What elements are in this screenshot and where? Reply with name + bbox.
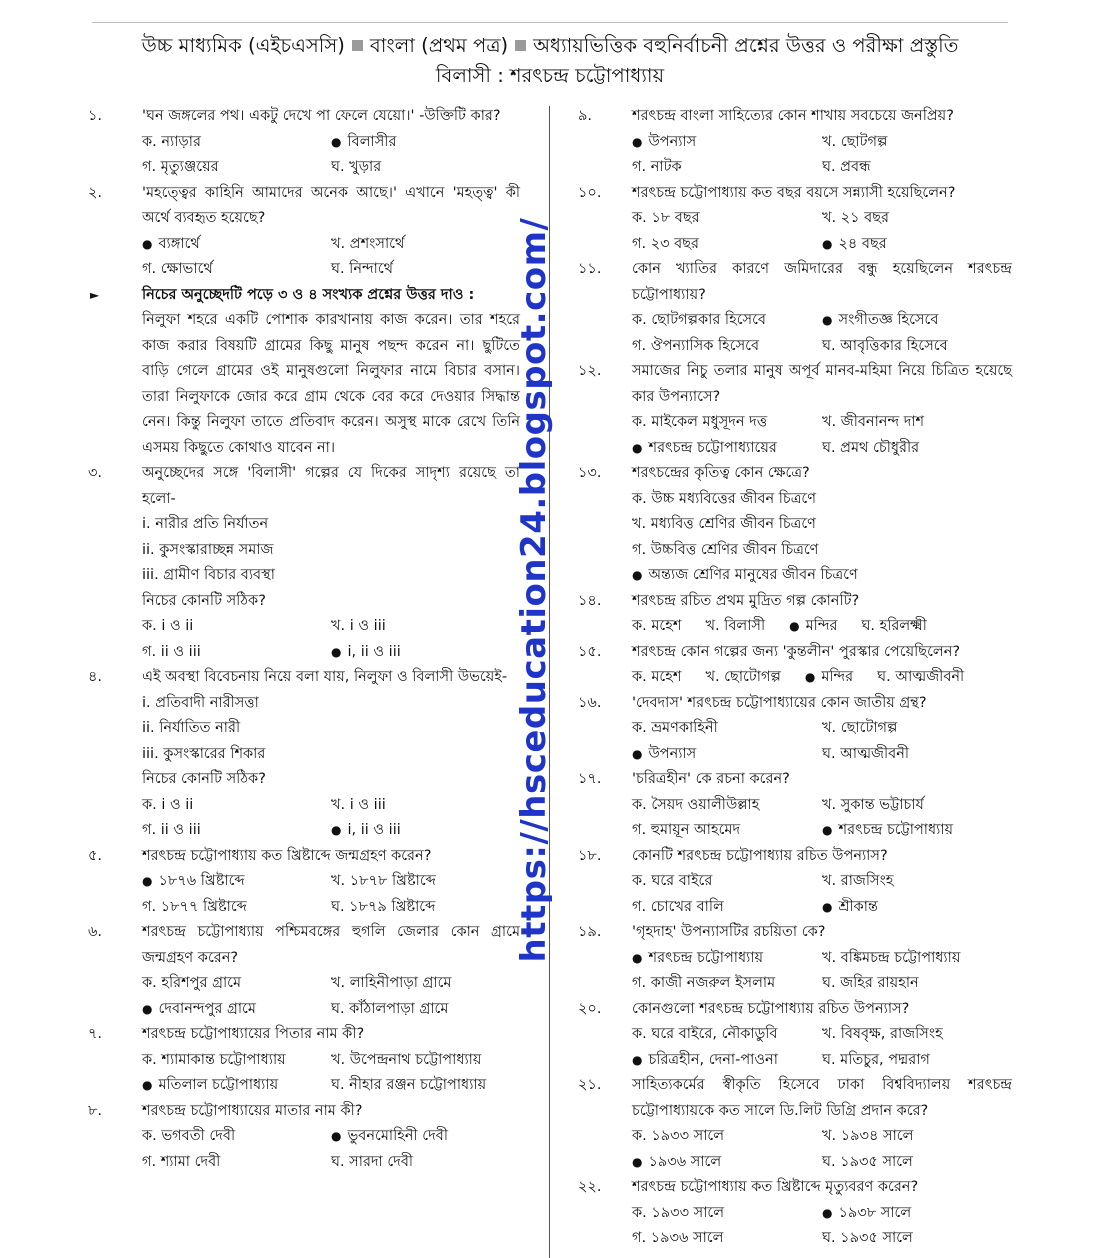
option: ঘ. ১৯৩৫ সালে — [822, 1153, 913, 1170]
question-13 — [578, 461, 1012, 589]
options — [632, 130, 1012, 181]
option: খ. ছোটোগল্প — [705, 669, 781, 685]
option: ক. উচ্চ মধ্যবিত্তের জীবন চিত্রণে — [632, 490, 816, 507]
options — [632, 410, 1012, 461]
option: খ. উপেন্দ্রনাথ চট্টোপাধ্যায় — [331, 1051, 482, 1068]
question-text: 'চরিত্রহীন' কে রচনা করেন? — [632, 771, 790, 787]
option: ঘ. সারদা দেবী — [331, 1153, 414, 1170]
correct-option: ● মন্দির — [805, 665, 853, 691]
left-column — [88, 104, 520, 1175]
option: গ. হুমায়ূন আহমেদ — [632, 822, 741, 838]
question-number: ৮. — [88, 1102, 103, 1119]
options — [632, 308, 1012, 359]
option: খ. ছোটগল্প — [822, 133, 888, 150]
question-number: ৪. — [88, 669, 103, 685]
statement: i. নারীর প্রতি নির্যাতন — [142, 516, 269, 532]
correct-option: ● উপন্যাস — [632, 130, 822, 156]
question-text: 'গৃহদাহ' উপন্যাসটির রচয়িতা কে? — [632, 924, 826, 940]
options — [142, 1048, 520, 1099]
correct-option: ● শরৎচন্দ্র চট্টোপাধ্যায় — [632, 946, 822, 972]
question-text: 'মহত্ত্বের কাহিনি আমাদের অনেক আছে।' এখানে 'মহত্ত্ব' কী অর্থে ব্যবহৃত হয়েছে? — [142, 184, 520, 226]
correct-option: ● দেবানন্দপুর গ্রামে — [142, 997, 331, 1023]
option: ঘ. জহির রায়হান — [822, 975, 919, 991]
option: খ. লাহিনীপাড়া গ্রামে — [331, 975, 452, 991]
option: খ. i ও iii — [331, 618, 386, 634]
question-text: শরৎচন্দ্র চট্টোপাধ্যায় কত খ্রিষ্টাব্দে মৃত্যুবরণ করেন? — [632, 1179, 919, 1195]
option: গ. চোখের বালি — [632, 898, 724, 915]
question-number: ২১. — [578, 1077, 602, 1093]
question-text: কোনটি শরৎচন্দ্র চট্টোপাধ্যায় রচিত উপন্যাস? — [632, 847, 888, 864]
option: গ. ii ও iii — [142, 822, 201, 838]
question-text: শরৎচন্দ্র চট্টোপাধ্যায়ের পিতার নাম কী? — [142, 1026, 365, 1042]
options — [632, 665, 1012, 691]
question-number: ১৩. — [578, 465, 602, 481]
question-number: ২০. — [578, 1000, 602, 1017]
question-16 — [578, 691, 1012, 768]
options — [632, 614, 1012, 640]
question-15 — [578, 640, 1012, 691]
question-22 — [578, 1175, 1012, 1252]
column-divider — [549, 106, 550, 1258]
option: খ. মধ্যবিত্ত শ্রেণির জীবন চিত্রণে — [632, 516, 816, 532]
option: গ. নাটক — [632, 159, 682, 175]
option: ক. ঘরে বাইরে, নৌকাডুবি — [632, 1026, 778, 1042]
option: ক. মাইকেল মধুসূদন দত্ত — [632, 414, 768, 430]
option: খ. জীবনানন্দ দাশ — [822, 414, 925, 430]
question-text: শরৎচন্দ্র চট্টোপাধ্যায় কত বছর বয়সে সন্ন্যাসী হয়েছিলেন? — [632, 184, 956, 201]
question-9 — [578, 104, 1012, 181]
options — [142, 614, 520, 665]
question-18 — [578, 844, 1012, 921]
option: ঘ. ১৯৩৫ সালে — [822, 1230, 913, 1246]
options — [632, 793, 1012, 844]
header-level: উচ্চ মাধ্যমিক (এইচএসসি) — [141, 34, 345, 57]
option: ক. শ্যামাকান্ত চট্টোপাধ্যায় — [142, 1051, 286, 1068]
correct-option: ● ব্যঙ্গার্থে — [142, 232, 331, 258]
question-21 — [578, 1073, 1012, 1175]
options — [142, 971, 520, 1022]
option: ঘ. হরিলক্ষ্মী — [861, 618, 927, 634]
question-text: শরৎচন্দ্র চট্টোপাধ্যায় পশ্চিমবঙ্গের হুগলি জেলার কোন গ্রামে জন্মগ্রহণ করেন? — [142, 924, 520, 966]
question-7 — [88, 1022, 520, 1099]
option: গ. ১৯৩৬ সালে — [632, 1230, 724, 1246]
question-number: ১৯. — [578, 924, 602, 940]
correct-option: ● ২৪ বছর — [822, 232, 1012, 258]
option: ক. i ও ii — [142, 796, 194, 813]
option: ক. ১৮ বছর — [632, 210, 700, 226]
question-text: শরৎচন্দ্র চট্টোপাধ্যায়ের মাতার নাম কী? — [142, 1102, 363, 1119]
options — [632, 1201, 1012, 1252]
option: ঘ. আবৃত্তিকার হিসেবে — [822, 337, 948, 354]
option: খ. ১৮৭৮ খ্রিষ্টাব্দে — [331, 873, 436, 889]
question-text: এই অবস্থা বিবেচনায় নিয়ে বলা যায়, নিলুফা ও বিলাসী উভয়েই- — [142, 669, 508, 685]
correct-option: ● ভুবনমোহিনী দেবী — [331, 1124, 520, 1150]
option: গ. উচ্চবিত্ত শ্রেণির জীবন চিত্রণে — [632, 541, 819, 558]
question-number: ১১. — [578, 261, 602, 277]
question-text: 'ঘন জঙ্গলের পথ। একটু দেখে পা ফেলে যেয়ো।' -উক্তিটি কার? — [142, 108, 501, 124]
arrow-right-icon: ► — [90, 287, 100, 302]
option: ঘ. আত্মজীবনী — [822, 745, 910, 762]
question-text: অনুচ্ছেদের সঙ্গে 'বিলাসী' গল্পের যে দিকের সাদৃশ্য রয়েছে তা হলো- — [142, 465, 520, 507]
option: ক. মহেশ — [632, 669, 682, 685]
option: ক. মহেশ — [632, 618, 682, 634]
passage-instruction: নিচের অনুচ্ছেদটি পড়ে ৩ ও ৪ সংখ্যক প্রশ্নের উত্তর দাও : — [142, 286, 475, 303]
question-text: সমাজের নিচু তলার মানুষ অপূর্ব মানব-মহিমা নিয়ে চিত্রিত হয়েছে কার উপন্যাসে? — [632, 363, 1012, 405]
options — [142, 869, 520, 920]
option: গ. ১৮৭৭ খ্রিষ্টাব্দে — [142, 898, 247, 915]
question-3 — [88, 461, 520, 665]
question-number: ১২. — [578, 363, 602, 379]
option: ক. ১৯৩৩ সালে — [632, 1128, 725, 1144]
square-separator-icon — [515, 40, 526, 51]
question-number: ৩. — [88, 465, 103, 481]
option: ঘ. খুড়ার — [331, 159, 382, 175]
question-14 — [578, 589, 1012, 640]
header-topic: অধ্যায়ভিত্তিক বহুনির্বাচনী প্রশ্নের উত্তর ও পরীক্ষা প্রস্তুতি — [533, 34, 959, 57]
correct-option: ● শরৎচন্দ্র চট্টোপাধ্যায়ের — [632, 436, 822, 462]
option: খ. ছোটোগল্প — [822, 720, 898, 736]
correct-option: ● i, ii ও iii — [331, 818, 520, 844]
correct-option: ● ১৯৩৮ সালে — [822, 1201, 1012, 1227]
statement: iii. কুসংস্কারের শিকার — [142, 745, 266, 762]
option: খ. বিলাসী — [705, 618, 766, 634]
statement: ii. কুসংস্কারাচ্ছন্ন সমাজ — [142, 541, 274, 558]
option: ঘ. প্রমথ চৌধুরীর — [822, 439, 920, 456]
option: খ. ২১ বছর — [822, 210, 890, 226]
option: খ. ১৯৩৪ সালে — [822, 1128, 914, 1144]
options — [632, 946, 1012, 997]
option: গ. ঔপন্যাসিক হিসেবে — [632, 337, 760, 354]
header-line-1 — [60, 32, 1040, 60]
question-17 — [578, 767, 1012, 844]
square-separator-icon — [352, 40, 363, 51]
right-column — [578, 104, 1012, 1252]
option: ঘ. আত্মজীবনী — [877, 669, 965, 685]
question-12 — [578, 359, 1012, 461]
page-header — [60, 32, 1040, 90]
question-20 — [578, 997, 1012, 1074]
question-number: ২২. — [578, 1179, 602, 1195]
options — [632, 206, 1012, 257]
options — [142, 793, 520, 844]
option: ঘ. ১৮৭৯ খ্রিষ্টাব্দে — [331, 898, 436, 915]
question-text: কোন খ্যাতির কারণে জমিদারের বন্ধু হয়েছিলেন শরৎচন্দ্র চট্টোপাধ্যায়? — [632, 261, 1012, 303]
option: ক. i ও ii — [142, 618, 194, 634]
option: খ. সুকান্ত ভট্টাচার্য — [822, 796, 924, 813]
correct-option: ● ১৯৩৬ সালে — [632, 1150, 822, 1176]
correct-option: ● শরৎচন্দ্র চট্টোপাধ্যায় — [822, 818, 1012, 844]
question-11 — [578, 257, 1012, 359]
question-number: ৭. — [88, 1026, 103, 1042]
question-number: ১. — [88, 108, 103, 124]
question-number: ৬. — [88, 924, 103, 940]
options — [632, 716, 1012, 767]
option: গ. কাজী নজরুল ইসলাম — [632, 975, 776, 991]
option: ঘ. কাঁঠালপাড়া গ্রামে — [331, 1000, 449, 1017]
question-number: ১৮. — [578, 847, 602, 864]
options — [632, 869, 1012, 920]
statement: i. প্রতিবাদী নারীসত্তা — [142, 694, 259, 711]
question-number: ১৪. — [578, 592, 602, 609]
watermark-url: https://hsceducation24.blogspot.com/ — [514, 217, 554, 963]
option: ক. ছোটগল্পকার হিসেবে — [632, 312, 766, 328]
question-text: শরৎচন্দ্র কোন গল্পের জন্য 'কুন্তলীন' পুরস্কার পেয়েছিলেন? — [632, 643, 961, 660]
question-text: সাহিত্যকর্মের স্বীকৃতি হিসেবে ঢাকা বিশ্ববিদ্যালয় শরৎচন্দ্র চট্টোপাধ্যায়কে কত সালে ডি.লিট ডিগ্রি প্রদান করে? — [632, 1077, 1012, 1119]
option: ঘ. নীহার রঞ্জন চট্টোপাধ্যায় — [331, 1077, 487, 1093]
correct-option: ● i, ii ও iii — [331, 640, 520, 666]
question-ask: নিচের কোনটি সঠিক? — [142, 771, 266, 787]
question-5 — [88, 844, 520, 921]
statement: iii. গ্রামীণ বিচার ব্যবস্থা — [142, 567, 275, 583]
option: ক. সৈয়দ ওয়ালীউল্লাহ — [632, 796, 760, 813]
option: গ. মৃত্যুঞ্জয়ের — [142, 159, 219, 175]
question-4 — [88, 665, 520, 844]
question-2 — [88, 181, 520, 283]
options — [632, 1124, 1012, 1175]
option: ক. ১৯৩৩ সালে — [632, 1204, 725, 1221]
options — [142, 130, 520, 181]
question-6 — [88, 920, 520, 1022]
question-text: শরৎচন্দ্র রচিত প্রথম মুদ্রিত গল্প কোনটি? — [632, 592, 860, 609]
correct-option: ● মতিলাল চট্টোপাধ্যায় — [142, 1073, 331, 1099]
options — [142, 1124, 520, 1175]
option: ঘ. প্রবন্ধ — [822, 159, 871, 175]
question-number: ১০. — [578, 184, 602, 201]
options — [142, 232, 520, 283]
question-text: কোনগুলো শরৎচন্দ্র চট্টোপাধ্যায় রচিত উপন্যাস? — [632, 1000, 910, 1017]
chapter-title: বিলাসী : শরৎচন্দ্র চট্টোপাধ্যায় — [435, 64, 665, 87]
question-number: ৫. — [88, 847, 103, 864]
correct-option: ● অন্ত্যজ শ্রেণির মানুষের জীবন চিত্রণে — [632, 563, 1012, 589]
header-subject: বাংলা (প্রথম পত্র) — [369, 34, 509, 57]
correct-option: ● বিলাসীর — [331, 130, 520, 156]
option: ঘ. মতিচুর, পদ্মরাগ — [822, 1051, 930, 1068]
option: ঘ. নিন্দার্থে — [331, 261, 394, 277]
options — [632, 1022, 1012, 1073]
option: গ. ক্ষোভার্থে — [142, 261, 213, 277]
correct-option: ● চরিত্রহীন, দেনা-পাওনা — [632, 1048, 822, 1074]
option: ক. ভ্রমণকাহিনী — [632, 720, 718, 736]
question-19 — [578, 920, 1012, 997]
question-number: ১৬. — [578, 694, 602, 711]
passage-block — [88, 283, 520, 462]
correct-option: ● শ্রীকান্ত — [822, 895, 1012, 921]
statement: ii. নির্যাতিত নারী — [142, 720, 241, 736]
option: গ. শ্যামা দেবী — [142, 1153, 221, 1170]
question-number: ২. — [88, 184, 103, 201]
question-text: শরৎচন্দ্র বাংলা সাহিত্যের কোন শাখায় সবচেয়ে জনপ্রিয়? — [632, 108, 954, 124]
question-text: শরৎচন্দ্র চট্টোপাধ্যায় কত খ্রিষ্টাব্দে জন্মগ্রহণ করেন? — [142, 847, 432, 864]
option: খ. রাজসিংহ — [822, 873, 894, 889]
question-10 — [578, 181, 1012, 258]
option: ক. ঘরে বাইরে — [632, 873, 713, 889]
question-number: ১৭. — [578, 771, 602, 787]
top-rule — [92, 22, 1008, 23]
correct-option: ● উপন্যাস — [632, 742, 822, 768]
option: গ. ii ও iii — [142, 643, 201, 660]
passage-text: নিলুফা শহরে একটি পোশাক কারখানায় কাজ করেন। তার শহরে কাজ করার বিষয়টি গ্রামের কিছু মানুষ পছন্দ করেন না। ছুটিতে বাড়ি গেলে গ্রামের ওই মানুষগুলো নিলুফার নামে বিচার বসান। তারা নিলুফাকে জোর করে গ্রাম থেকে বের করে দেওয়ার সিদ্ধান্ত নেন। কিন্তু নিলুফা তাতে প্রতিবাদ করেন। অসুস্থ মাকে রেখে তিনি এসময় কিছুতে কোথাও যাবেন না। — [142, 312, 520, 456]
option: ক. ন্যাড়ার — [142, 133, 201, 150]
correct-option: ● সংগীতজ্ঞ হিসেবে — [822, 308, 1012, 334]
option: খ. বিষবৃক্ষ, রাজসিংহ — [822, 1026, 943, 1042]
question-number: ১৫. — [578, 643, 602, 660]
question-number: ৯. — [578, 108, 593, 124]
option: ক. হরিশপুর গ্রামে — [142, 975, 242, 991]
option: ক. ভগবতী দেবী — [142, 1128, 236, 1144]
question-1 — [88, 104, 520, 181]
question-text: শরৎচন্দ্রের কৃতিত্ব কোন ক্ষেত্রে? — [632, 465, 810, 481]
option: খ. প্রশংসার্থে — [331, 235, 405, 252]
option: খ. i ও iii — [331, 796, 386, 813]
correct-option: ● ১৮৭৬ খ্রিষ্টাব্দে — [142, 869, 331, 895]
question-text: 'দেবদাস' শরৎচন্দ্র চট্টোপাধ্যায়ের কোন জাতীয় গ্রন্থ? — [632, 694, 927, 711]
option: গ. ২৩ বছর — [632, 235, 700, 252]
question-8 — [88, 1099, 520, 1176]
option: খ. বঙ্কিমচন্দ্র চট্টোপাধ্যায় — [822, 949, 961, 966]
question-ask: নিচের কোনটি সঠিক? — [142, 592, 266, 609]
correct-option: ● মন্দির — [789, 614, 837, 640]
